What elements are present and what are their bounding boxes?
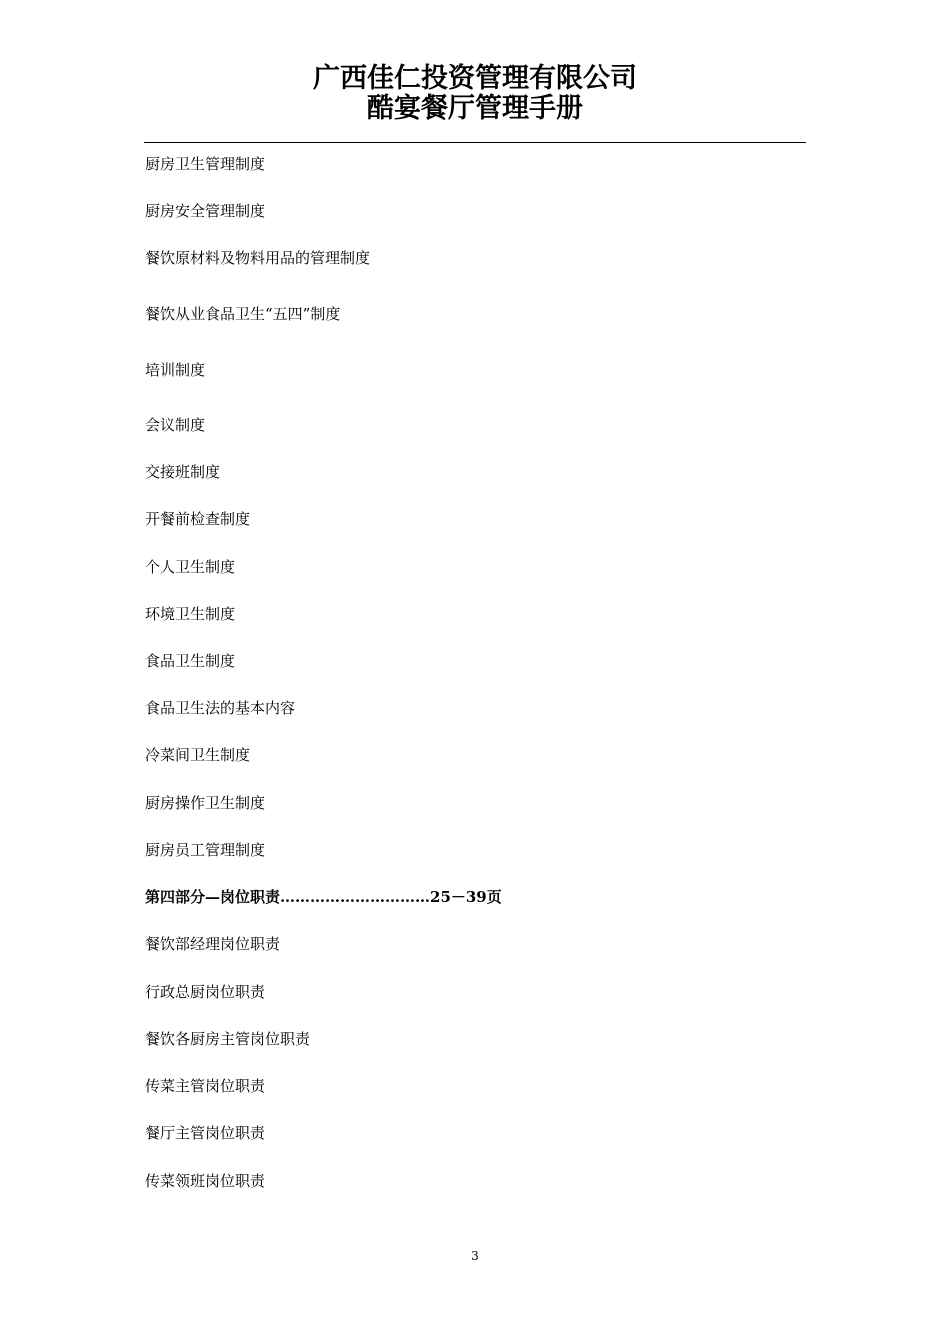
toc-item: 传菜领班岗位职责 <box>145 1172 266 1190</box>
toc-item: 食品卫生法的基本内容 <box>145 699 296 717</box>
toc-item: 会议制度 <box>145 416 206 434</box>
toc-item: 交接班制度 <box>145 463 221 481</box>
company-name: 广西佳仁投资管理有限公司 <box>313 63 637 94</box>
toc-item: 传菜主管岗位职责 <box>145 1077 266 1095</box>
page-number: 3 <box>471 1249 479 1263</box>
toc-section-heading: 第四部分—岗位职责…………………………25－39页 <box>145 888 502 906</box>
toc-item: 餐饮各厨房主管岗位职责 <box>145 1030 311 1048</box>
toc-item: 行政总厨岗位职责 <box>145 983 266 1001</box>
toc-item: 餐饮部经理岗位职责 <box>145 935 281 953</box>
toc-item: 培训制度 <box>145 361 206 379</box>
toc-item: 环境卫生制度 <box>145 605 236 623</box>
toc-item: 开餐前检查制度 <box>145 510 251 528</box>
toc-item: 餐饮原材料及物料用品的管理制度 <box>145 249 371 267</box>
toc-item: 厨房员工管理制度 <box>145 841 266 859</box>
toc-item: 厨房安全管理制度 <box>145 202 266 220</box>
toc-item: 冷菜间卫生制度 <box>145 746 251 764</box>
toc-item: 餐厅主管岗位职责 <box>145 1124 266 1142</box>
toc-item: 餐饮从业食品卫生“五四”制度 <box>145 305 341 323</box>
toc-item: 厨房操作卫生制度 <box>145 794 266 812</box>
header-divider <box>144 142 806 143</box>
toc-item: 食品卫生制度 <box>145 652 236 670</box>
manual-title: 酷宴餐厅管理手册 <box>367 93 583 124</box>
page-header <box>0 64 950 124</box>
toc-item: 厨房卫生管理制度 <box>145 155 266 173</box>
toc-item: 个人卫生制度 <box>145 558 236 576</box>
